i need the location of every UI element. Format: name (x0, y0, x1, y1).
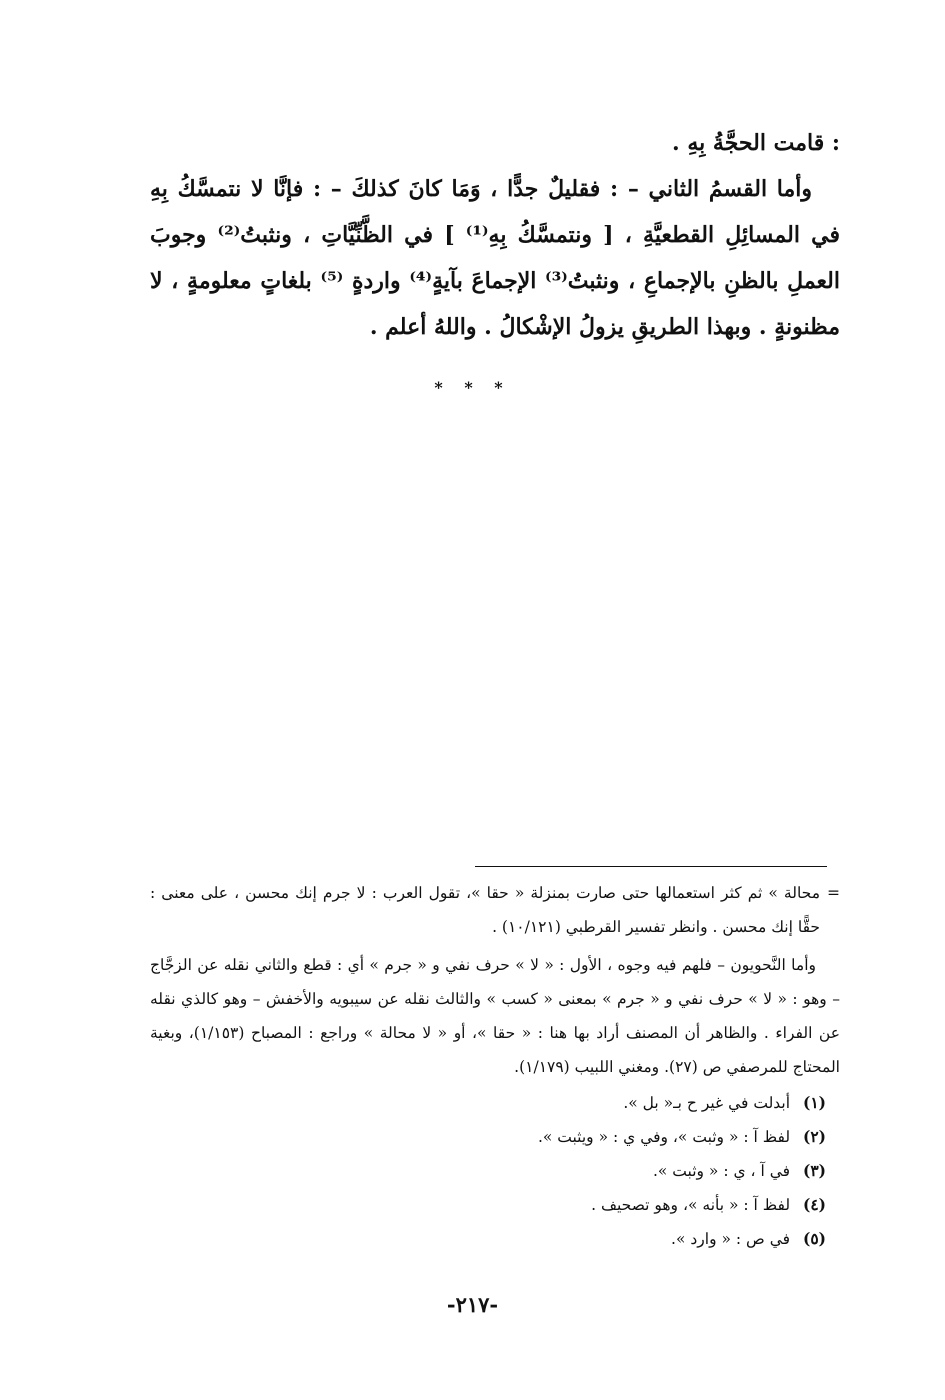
footnote-continuation (150, 876, 840, 944)
footnote-item (150, 1086, 840, 1120)
footnote-paragraph: وأما النَّحويون – فلهم فيه وجوه ، الأول : « لا » حرف نفي و « جرم » أي : قطع والثاني نقله عن الزجَّاج – وهو : « لا » حرف نفي و « جرم » بمعنى « كسب » والثالث نقله عن سيبويه والأخفش – وهو كالذي نقله عن الفراء . والظاهر أن المصنف أراد بها هنا : « حقا »، أو « لا محالة » وراجع : المصباح (١/١٥٣)، وبغية المحتاج للمرصفي ص (٢٧). ومغني اللبيب (١/١٧٩). (150, 956, 840, 1076)
main-text-line-1: : قامت الحجَّةُ بِهِ . (672, 130, 840, 156)
footnotes-section (150, 876, 840, 1256)
footnote-text: لفظ آ : « وثبت »، وفي ي : « ويثبت ». (537, 1128, 791, 1146)
footnote-number: (١) (802, 1093, 826, 1112)
footnote-number: (٣) (802, 1161, 826, 1180)
footnote-number: (٥) (802, 1229, 826, 1248)
footnote-text: في آ ، ي : « وثبت ». (652, 1162, 791, 1180)
page-number: -٢١٧- (446, 1292, 499, 1317)
footnote-text: لفظ آ : « بأنه »، وهو تصحيف . (591, 1196, 791, 1214)
footnote-list (150, 1086, 840, 1256)
footnote-item (150, 1222, 840, 1256)
section-separator: * * * (434, 378, 511, 397)
main-text-paragraph: وأما القسمُ الثاني – : فقليلٌ جدًّا ، وَمَا كانَ كذلكَ – : فإنَّا لا نتمسَّكُ بِهِ في المسائِلِ القطعيَّةِ ، [ ونتمسَّكُ بِهِ⁽¹⁾ ] في الظَّنِّيَّاتِ ، ونثبتُ⁽²⁾ وجوبَ العملِ بالظنِ بالإجماعِ ، ونثبتُ⁽³⁾ الإجماعَ بآيةٍ⁽⁴⁾ واردةٍ ⁽⁵⁾ بلغاتٍ معلومةٍ ، لا مظنونةٍ . وبهذا الطريقِ يزولُ الإشْكالُ . واللهُ أعلم . (150, 176, 840, 340)
footnote-continuation-text: محالة » ثم كثر استعمالها حتى صارت بمنزلة « حقا »، تقول العرب : لا جرم إنك محسن ، على معنى : حقًّا إنك محسن . وانظر تفسير القرطبي (١٠/١٢١) . (150, 884, 820, 936)
footnote-number: (٢) (802, 1127, 826, 1146)
footnote-item (150, 1188, 840, 1222)
continuation-mark: = (827, 884, 840, 902)
footnote-text: أبدلت في غير ح بـ« بل ». (623, 1094, 791, 1112)
footnote-item (150, 1120, 840, 1154)
main-text-body (150, 120, 840, 350)
footnote-text: في ص : « وارد ». (671, 1230, 791, 1248)
footnote-item (150, 1154, 840, 1188)
footnote-number: (٤) (802, 1195, 826, 1214)
footnote-divider (475, 866, 827, 867)
